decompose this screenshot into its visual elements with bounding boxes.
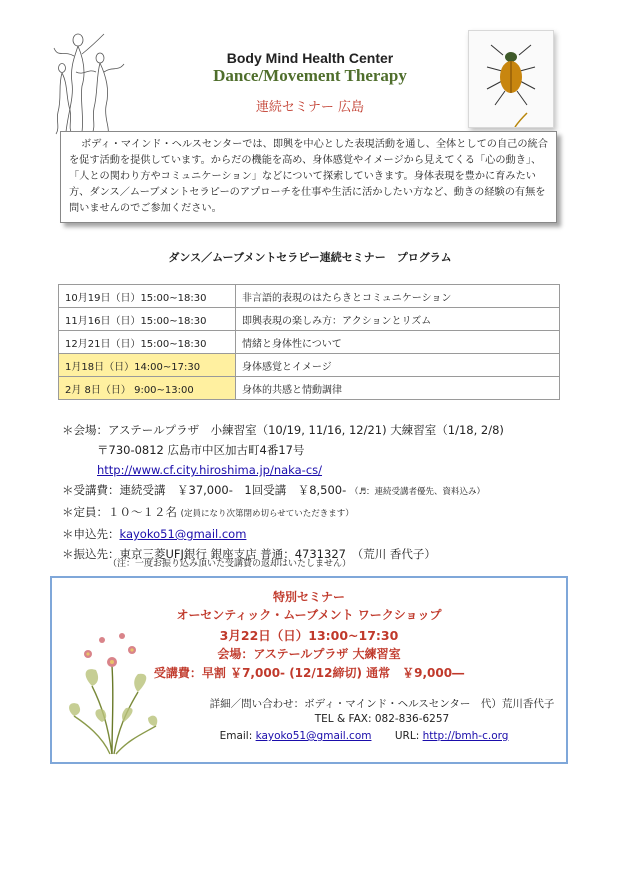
tel-fax-line: TEL & FAX: 082-836-6257: [314, 713, 450, 725]
session-date: 10月19日（日）15:00~18:30: [59, 285, 236, 308]
session-topic: 身体的共感と情動調律: [236, 377, 560, 400]
session-topic: 非言語的表現のはたらきとコミュニケーション: [236, 285, 560, 308]
session-topic: 情緒と身体性について: [236, 331, 560, 354]
intro-text: ボディ・マインド・ヘルスセンターでは、即興を中心とした表現活動を通し、全体としての自己の統合を促す活動を提供しています。からだの機能を高め、身体感覚やイメージから見えてくる「心の動き」、「人との関わり方やコミュニケーション」などについて探索していきます。身体表現を豊かに育みたい方、ダンス／ムーブメントセラピーのアプローチを仕事や生活に活かしたい方など、動きの経験の有無を問いませんのでご参加ください。: [69, 139, 548, 214]
workshop-venue: 会場：アステールプラザ 大練習室: [217, 647, 401, 661]
workshop-title: オーセンティック・ムーブメント ワークショップ: [176, 608, 442, 622]
schedule-row-highlighted: [59, 377, 560, 400]
schedule-row: [59, 308, 560, 331]
therapy-title: Dance/Movement Therapy: [213, 66, 407, 85]
venue-url-link[interactable]: http://www.cf.city.hiroshima.jp/naka-cs/: [97, 463, 323, 477]
apply-label: ＊申込先：: [62, 527, 120, 541]
special-heading: 特別セミナー: [272, 590, 345, 604]
session-date: 12月21日（日）15:00~18:30: [59, 331, 236, 354]
address-line: 〒730-0812 広島市中区加古町4番17号: [97, 443, 305, 457]
org-name: Body Mind Health Center: [226, 50, 394, 66]
session-date: 1月18日（日）14:00~17:30: [59, 354, 236, 377]
email-url-line: [164, 730, 564, 742]
capacity-line: ＊定員：１０～１２名: [62, 505, 177, 519]
session-topic: 即興表現の楽しみ方：アクションとリズム: [236, 308, 560, 331]
special-email-link[interactable]: kayoko51@gmail.com: [255, 730, 372, 742]
fee-note: （♬：連続受講者優先、資料込み）: [349, 487, 486, 497]
schedule-row: [59, 331, 560, 354]
email-label: Email:: [219, 730, 253, 742]
refund-note: （注：一度お振り込み頂いた受講費の返却はいたしません）: [108, 559, 352, 569]
schedule-table: [58, 284, 560, 400]
workshop-fee: 受講費：早割 ￥7,000- (12/12締切) 通常 ￥9,000―: [153, 666, 465, 680]
workshop-date: 3月22日（日）13:00~17:30: [219, 628, 399, 643]
seminar-subtitle: 連続セミナー 広島: [255, 100, 365, 115]
session-topic: 身体感覚とイメージ: [236, 354, 560, 377]
url-label: URL:: [394, 730, 420, 742]
apply-email-link[interactable]: kayoko51@gmail.com: [119, 527, 247, 541]
botanical-illustration: [62, 626, 162, 756]
special-url-link[interactable]: http://bmh-c.org: [422, 730, 509, 742]
fee-line: ＊受講費：連続受講 ￥37,000- 1回受講 ￥8,500-: [62, 483, 347, 497]
session-date: 2月 8日（日） 9:00~13:00: [59, 377, 236, 400]
schedule-row-highlighted: [59, 354, 560, 377]
contact-line: 詳細／問い合わせ：ボディ・マインド・ヘルスセンター 代）荒川香代子: [209, 698, 555, 710]
bank-line: ＊振込先：東京三菱UFJ銀行 銀座支店 普通：4731327 （荒川 香代子）: [62, 547, 436, 561]
intro-box: [60, 131, 557, 223]
capacity-note: (定員になり次第閉め切らせていただきます）: [180, 509, 354, 519]
info-block: [62, 420, 602, 564]
schedule-row: [59, 285, 560, 308]
program-title: ダンス／ムーブメントセラピー連続セミナー プログラム: [168, 251, 452, 264]
venue-line: ＊会場：アステールプラザ 小練習室（10/19, 11/16, 12/21) 大練習室（1/18, 2/8): [62, 423, 504, 437]
session-date: 11月16日（日）15:00~18:30: [59, 308, 236, 331]
